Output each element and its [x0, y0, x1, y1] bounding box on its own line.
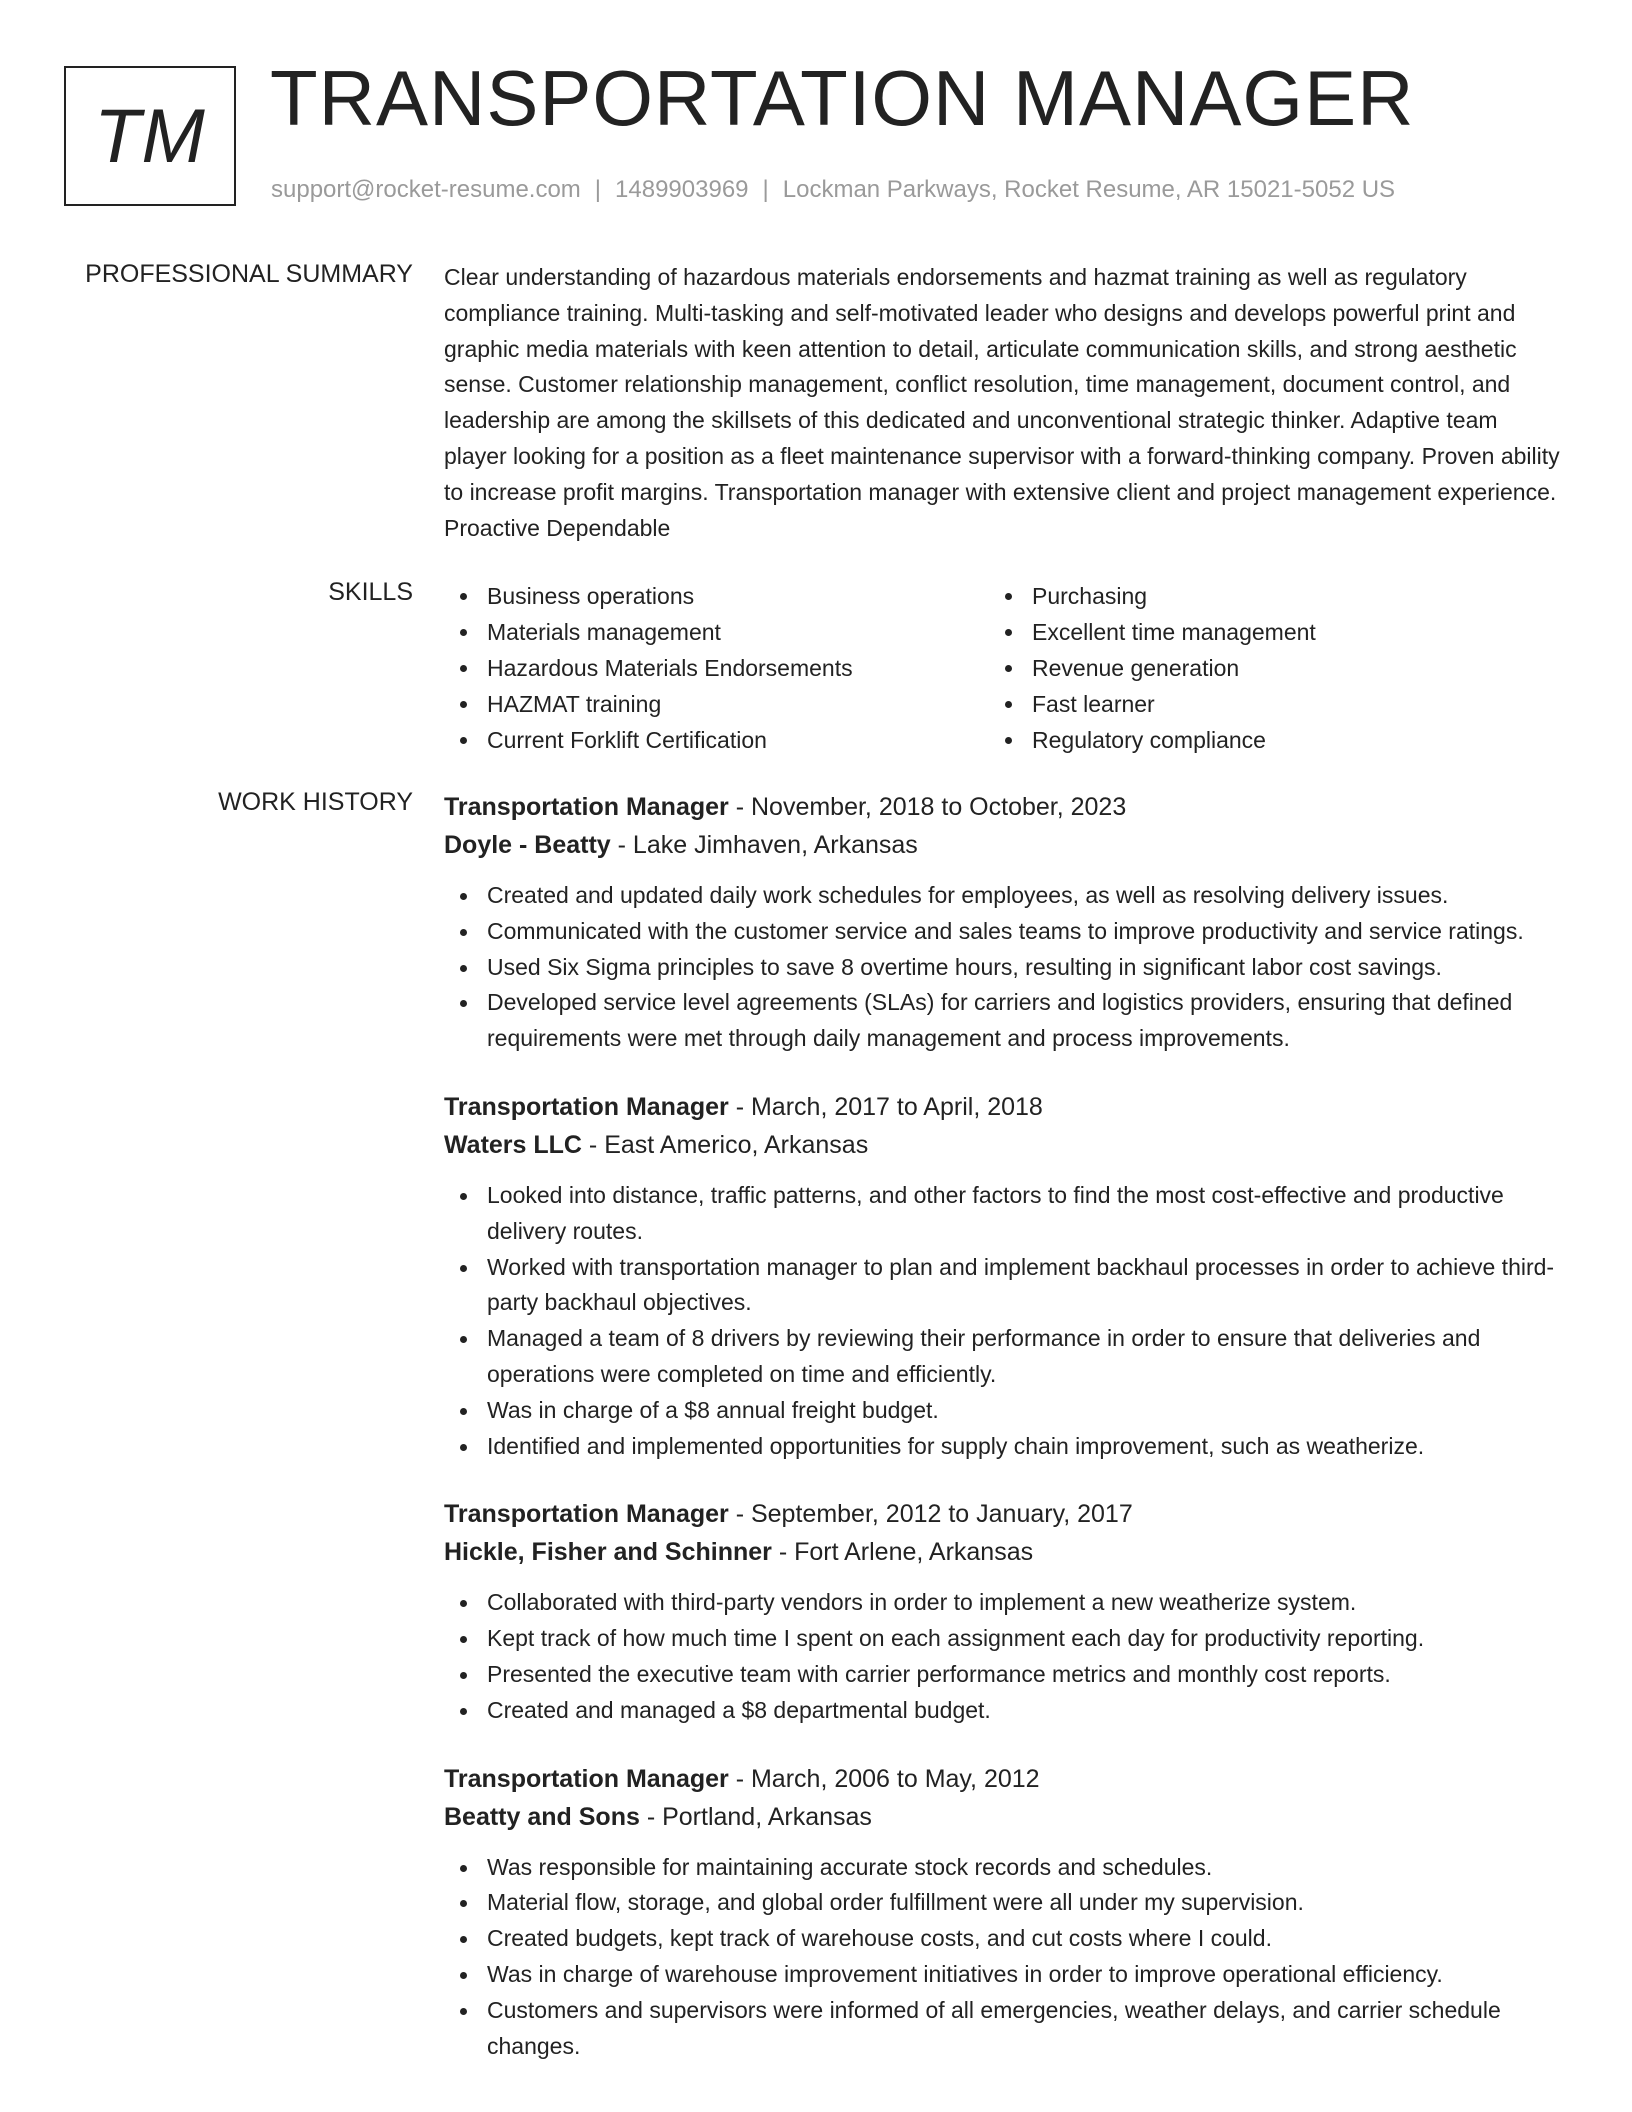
skill-item-text: Purchasing — [1032, 583, 1148, 609]
job-entry — [444, 1760, 1564, 2065]
duty-item — [444, 1585, 1564, 1621]
bullet-icon — [460, 1000, 467, 1007]
duty-item-text: Material flow, storage, and global order fulfillment were all under my supervision. — [487, 1889, 1304, 1916]
duty-item-text: Developed service level agreements (SLAs) for carriers and logistics providers, ensuring that defined requirements were met through daily management and process improvements. — [487, 989, 1513, 1052]
duty-item-text: Customers and supervisors were informed of all emergencies, weather delays, and carrier schedule changes. — [487, 1996, 1501, 2059]
contact-line — [271, 176, 1395, 204]
skill-item-text: Current Forklift Certification — [487, 727, 767, 753]
duty-item-text: Used Six Sigma principles to save 8 overtime hours, resulting in significant labor cost savings. — [487, 953, 1442, 980]
duty-item — [444, 985, 1564, 1057]
job-duties-list — [444, 878, 1564, 1057]
duty-item — [444, 1429, 1564, 1465]
duty-item-text: Managed a team of 8 drivers by reviewing their performance in order to ensure that deliveries and operations were completed on time and efficiently. — [487, 1325, 1481, 1387]
duty-item-text: Was in charge of a $8 annual freight budget. — [487, 1396, 939, 1423]
duty-item — [444, 1693, 1564, 1729]
duty-item — [444, 1393, 1564, 1429]
duty-item-text: Presented the executive team with carrier performance metrics and monthly cost reports. — [487, 1660, 1391, 1687]
job-duties-list — [444, 1178, 1564, 1464]
job-title-line — [444, 1495, 1564, 1533]
contact-separator: | — [762, 176, 769, 203]
duty-item-text: Created and managed a $8 departmental budget. — [487, 1696, 991, 1723]
contact-phone[interactable]: 1489903969 — [615, 176, 749, 203]
skill-item-text: Hazardous Materials Endorsements — [487, 655, 853, 681]
bullet-icon — [460, 1865, 467, 1872]
duty-item — [444, 1250, 1564, 1322]
bullet-icon — [460, 2008, 467, 2015]
duty-item — [444, 950, 1564, 986]
section-title: PROFESSIONAL SUMMARY — [85, 260, 413, 288]
duty-item-text: Was in charge of warehouse improvement initiatives in order to improve operational efficiency. — [487, 1960, 1443, 1987]
skill-item — [989, 722, 1534, 758]
bullet-icon — [460, 1444, 467, 1451]
duty-item — [444, 878, 1564, 914]
skills-grid — [444, 578, 1564, 758]
job-company-line — [444, 1126, 1564, 1164]
bullet-icon — [460, 1193, 467, 1200]
skill-item — [989, 650, 1534, 686]
job-entry — [444, 788, 1564, 1057]
duty-item — [444, 1621, 1564, 1657]
contact-address: Lockman Parkways, Rocket Resume, AR 15021-5052 US — [782, 176, 1396, 203]
bullet-icon — [460, 929, 467, 936]
job-company: Doyle - Beatty — [444, 831, 611, 859]
job-company: Beatty and Sons — [444, 1802, 640, 1831]
duty-item-text: Created and updated daily work schedules for employees, as well as resolving delivery issues. — [487, 882, 1449, 908]
duty-item-text: Identified and implemented opportunities for supply chain improvement, such as weatherize. — [487, 1432, 1425, 1459]
duty-item — [444, 1885, 1564, 1921]
skill-item — [444, 686, 989, 722]
job-location: - Portland, Arkansas — [639, 1802, 872, 1831]
skill-item-text: HAZMAT training — [487, 691, 662, 717]
bullet-icon — [460, 1900, 467, 1907]
job-location: - Fort Arlene, Arkansas — [771, 1538, 1034, 1567]
skills-column-right — [989, 578, 1534, 758]
skills-column-left — [444, 578, 989, 758]
job-dates: - March, 2017 to April, 2018 — [728, 1092, 1043, 1121]
job-title-line — [444, 1088, 1564, 1126]
bullet-icon — [460, 1972, 467, 1979]
bullet-icon — [460, 701, 467, 708]
duty-item — [444, 1993, 1564, 2065]
job-company: Hickle, Fisher and Schinner — [444, 1538, 772, 1567]
job-duties-list — [444, 1850, 1564, 2065]
duty-item — [444, 1321, 1564, 1393]
job-company-line — [444, 1533, 1564, 1571]
monogram-logo: TM — [64, 66, 236, 206]
skill-item-text: Revenue generation — [1032, 655, 1240, 681]
duty-item-text: Communicated with the customer service and sales teams to improve productivity and service ratings. — [487, 917, 1524, 944]
bullet-icon — [460, 665, 467, 672]
duty-item-text: Created budgets, kept track of warehouse costs, and cut costs where I could. — [487, 1925, 1272, 1952]
bullet-icon — [1005, 737, 1012, 744]
duty-item-text: Collaborated with third-party vendors in order to implement a new weatherize system. — [487, 1589, 1357, 1616]
job-company-line — [444, 1798, 1564, 1836]
bullet-icon — [460, 1336, 467, 1343]
job-title-line — [444, 788, 1564, 826]
job-dates: - March, 2006 to May, 2012 — [728, 1764, 1040, 1793]
skill-item-text: Business operations — [487, 583, 695, 609]
bullet-icon — [460, 1265, 467, 1272]
section-title: SKILLS — [328, 578, 413, 606]
job-list — [444, 788, 1564, 2095]
duty-item — [444, 1657, 1564, 1693]
job-entry — [444, 1495, 1564, 1728]
skill-item — [444, 578, 989, 614]
duty-item — [444, 1957, 1564, 1993]
skill-item-text: Fast learner — [1032, 691, 1155, 717]
duty-item-text: Was responsible for maintaining accurate stock records and schedules. — [487, 1853, 1213, 1880]
bullet-icon — [1005, 665, 1012, 672]
bullet-icon — [460, 629, 467, 636]
duty-item-text: Kept track of how much time I spent on each assignment each day for productivity reporting. — [487, 1625, 1425, 1652]
bullet-icon — [460, 1708, 467, 1715]
job-company-line — [444, 826, 1564, 864]
duty-item — [444, 1921, 1564, 1957]
job-duties-list — [444, 1585, 1564, 1728]
duty-item — [444, 1178, 1564, 1250]
job-location: - East Americo, Arkansas — [581, 1130, 869, 1159]
job-title-line — [444, 1760, 1564, 1798]
bullet-icon — [1005, 593, 1012, 600]
bullet-icon — [460, 893, 467, 900]
skill-item — [444, 614, 989, 650]
bullet-icon — [460, 1408, 467, 1415]
job-dates: - September, 2012 to January, 2017 — [728, 1500, 1133, 1529]
job-company: Waters LLC — [444, 1130, 582, 1159]
job-position: Transportation Manager — [444, 1500, 729, 1529]
contact-email[interactable]: support@rocket-resume.com — [271, 176, 581, 203]
skill-item-text: Materials management — [487, 619, 721, 645]
bullet-icon — [460, 965, 467, 972]
bullet-icon — [1005, 629, 1012, 636]
bullet-icon — [460, 1636, 467, 1643]
duty-item-text: Worked with transportation manager to plan and implement backhaul processes in order to achieve third-party backhaul objectives. — [487, 1253, 1555, 1316]
duty-item — [444, 914, 1564, 950]
bullet-icon — [460, 593, 467, 600]
skill-item — [989, 578, 1534, 614]
candidate-name: TRANSPORTATION MANAGER — [270, 54, 1415, 142]
bullet-icon — [460, 737, 467, 744]
bullet-icon — [1005, 701, 1012, 708]
bullet-icon — [460, 1936, 467, 1943]
job-position: Transportation Manager — [444, 1764, 729, 1793]
skill-item-text: Excellent time management — [1032, 619, 1316, 645]
bullet-icon — [460, 1600, 467, 1607]
contact-separator: | — [594, 176, 602, 203]
job-entry — [444, 1088, 1564, 1464]
duty-item-text: Looked into distance, traffic patterns, and other factors to find the most cost-effective and productive delivery routes. — [487, 1181, 1504, 1244]
skill-item — [989, 614, 1534, 650]
section-title: WORK HISTORY — [218, 788, 413, 816]
summary-text: Clear understanding of hazardous materials endorsements and hazmat training as well as regulatory compliance training. Multi-tasking and self-motivated leader who designs and develops powerful print and graphic media materials with keen attention to detail, articulate communication skills, and strong aesthetic sense. Customer relationship management, conflict resolution, time management, document control, and leadership are among the skillsets of this dedicated and unconventional strategic thinker. Adaptive team player looking for a position as a fleet maintenance supervisor with a forward-thinking company. Proven ability to increase profit margins. Transportation manager with extensive client and project management experience. Proactive Dependable — [444, 264, 1560, 541]
job-position: Transportation Manager — [444, 793, 729, 821]
job-dates: - November, 2018 to October, 2023 — [728, 793, 1127, 821]
duty-item — [444, 1850, 1564, 1886]
job-location: - Lake Jimhaven, Arkansas — [610, 831, 918, 859]
job-position: Transportation Manager — [444, 1092, 729, 1121]
skill-item-text: Regulatory compliance — [1032, 727, 1266, 753]
bullet-icon — [460, 1672, 467, 1679]
skill-item — [444, 722, 989, 758]
skill-item — [989, 686, 1534, 722]
skill-item — [444, 650, 989, 686]
